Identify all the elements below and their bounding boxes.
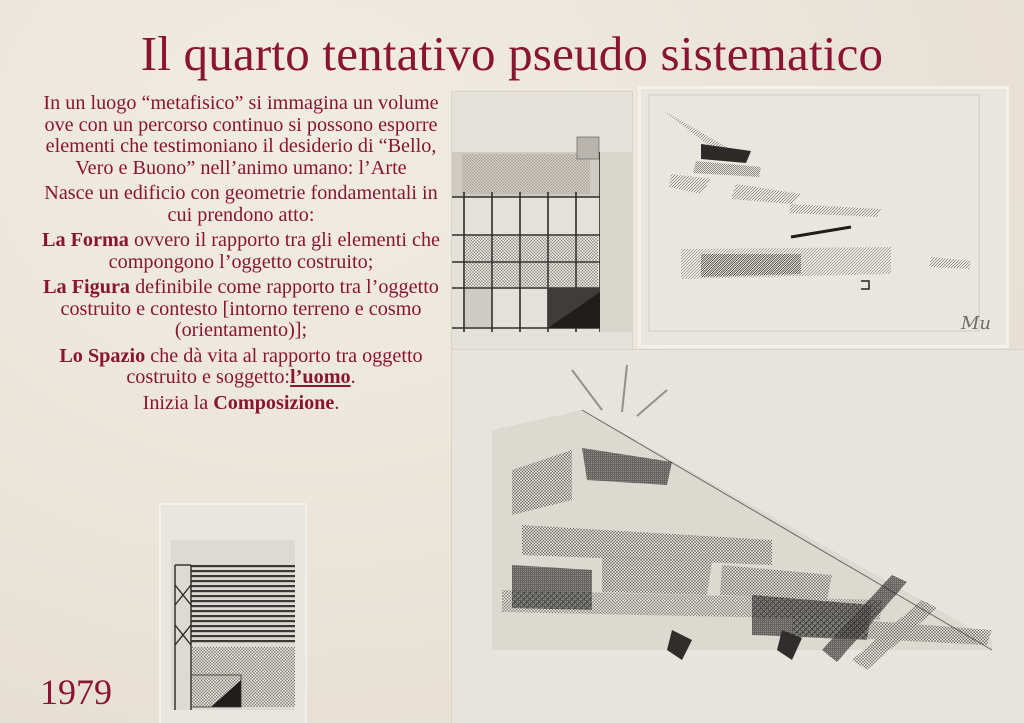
year-label: 1979	[40, 672, 112, 712]
signature-text: Mu	[961, 313, 992, 334]
term-uomo: l’uomo	[290, 366, 351, 388]
term-forma: La Forma	[41, 229, 129, 251]
drawing-perspective-sketch	[641, 89, 1006, 345]
period: .	[350, 366, 356, 388]
paragraph-geometry: Nasce un edificio con geometrie fondamentali in cui prendono atto:	[44, 182, 438, 226]
description-text	[30, 93, 452, 418]
drawing-large-perspective	[452, 350, 1024, 723]
page-title: Il quarto tentativo pseudo sistematico	[140, 26, 884, 81]
paragraph-spazio	[30, 346, 452, 389]
paragraph-figura	[30, 277, 452, 342]
term-spazio: Lo Spazio	[59, 344, 146, 367]
paragraph-forma	[30, 230, 452, 273]
desc-forma: ovvero il rapporto tra gli elementi che compongono l’oggetto costruito;	[108, 229, 441, 273]
period: .	[334, 391, 340, 414]
paragraph-intro: In un luogo “metafisico” si immagina un volume ove con un percorso continuo si possono esporre elementi che testimoniano il desiderio di “Bello, Vero e Buono” nell’animo umano: l’Arte	[43, 92, 439, 179]
term-composizione: Composizione	[213, 391, 335, 414]
inizia-text: Inizia la	[142, 391, 214, 414]
desc-figura: definibile come rapporto tra l’oggetto costruito e contesto [intorno terreno e cosmo (orientamento)];	[60, 276, 439, 341]
paragraph-composizione	[30, 393, 452, 415]
drawing-small-facade	[161, 505, 305, 723]
drawing-elevation-grid	[452, 92, 632, 350]
desc-spazio: che dà vita al rapporto tra oggetto costruito e soggetto:	[126, 344, 423, 388]
term-figura: La Figura	[43, 276, 131, 298]
